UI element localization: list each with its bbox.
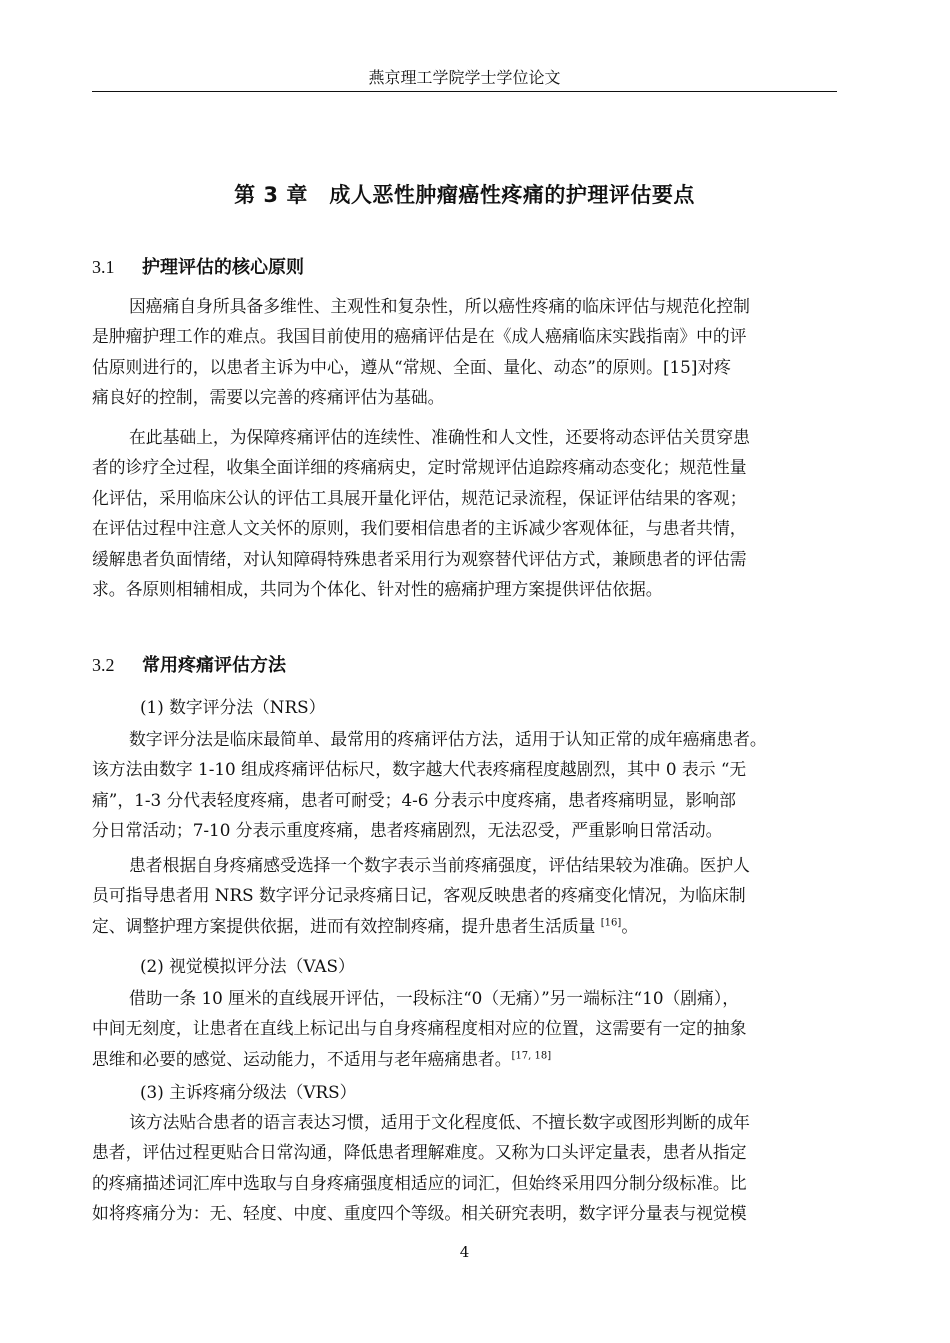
subheading-vrs: (3) 主诉疼痛分级法（VRS） <box>140 1082 357 1102</box>
text-line: 痛”，1-3 分代表轻度疼痛，患者可耐受；4-6 分表示中度疼痛，患者疼痛明显，影响部 <box>92 789 736 810</box>
text-line: 借助一条 10 厘米的直线展开评估，一段标注“0（无痛）”另一端标注“10（剧痛）， <box>129 988 740 1008</box>
text-line: 在评估过程中注意人文关怀的原则，我们要相信患者的主诉减少客观体征，与患者共情， <box>92 518 747 539</box>
paragraph-vas <box>92 983 837 1074</box>
text-line: 缓解患者负面情绪，对认知障碍特殊患者采用行为观察替代评估方式，兼顾患者的评估需 <box>92 548 747 569</box>
text-line: 如将疼痛分为：无、轻度、中度、重度四个等级。相关研究表明，数字评分量表与视觉模 <box>92 1203 747 1224</box>
text-line: 员可指导患者用 NRS 数字评分记录疼痛日记，客观反映患者的疼痛变化情况，为临床制 <box>92 885 746 906</box>
paragraph-core-principles-1 <box>92 291 837 413</box>
citation: [17, 18] <box>511 1050 552 1062</box>
text-line: 的疼痛描述词汇库中选取与自身疼痛强度相适应的词汇，但始终采用四分制分级标准。比 <box>92 1172 747 1193</box>
paragraph-core-principles-2 <box>92 422 837 604</box>
text-line: 患者，评估过程更贴合日常沟通，降低患者理解难度。又称为口头评定量表，患者从指定 <box>92 1142 747 1163</box>
section-title: 护理评估的核心原则 <box>142 257 304 278</box>
section-title: 常用疼痛评估方法 <box>142 655 286 676</box>
citation: [16] <box>600 917 622 929</box>
text-line <box>92 1044 837 1074</box>
text-line: 求。各原则相辅相成，共同为个体化、针对性的癌痛护理方案提供评估依据。 <box>92 578 663 599</box>
section-number: 3.2 <box>92 655 115 675</box>
paragraph-vrs <box>92 1107 837 1229</box>
section-number: 3.1 <box>92 257 115 277</box>
section-heading-3-2 <box>92 652 286 679</box>
text-line: 中间无刻度，让患者在直线上标记出与自身疼痛程度相对应的位置，这需要有一定的抽象 <box>92 1018 747 1039</box>
text-span: 思维和必要的感觉、运动能力，不适用与老年癌痛患者。 <box>92 1048 512 1069</box>
text-line: 者的诊疗全过程，收集全面详细的疼痛病史，定时常规评估追踪疼痛动态变化；规范性量 <box>92 457 747 478</box>
subheading-vas: (2) 视觉模拟评分法（VAS） <box>140 956 355 976</box>
text-line: 该方法贴合患者的语言表达习惯，适用于文化程度低、不擅长数字或图形判断的成年 <box>129 1112 750 1132</box>
text-line: 在此基础上，为保障疼痛评估的连续性、准确性和人文性，还要将动态评估关贯穿患 <box>129 427 750 447</box>
text-line: 化评估，采用临床公认的评估工具展开量化评估，规范记录流程，保证评估结果的客观； <box>92 487 747 508</box>
text-line: 痛良好的控制，需要以完善的疼痛评估为基础。 <box>92 387 445 408</box>
paragraph-nrs-1 <box>92 724 837 846</box>
subheading-nrs: (1) 数字评分法（NRS） <box>140 697 326 717</box>
text-span: 定、调整护理方案提供依据，进而有效控制疼痛，提升患者生活质量 <box>92 915 601 936</box>
chapter-title: 第 3 章 成人恶性肿瘤癌性疼痛的护理评估要点 <box>234 183 695 207</box>
text-line: 估原则进行的，以患者主诉为中心，遵从“常规、全面、量化、动态”的原则。[15]对疼 <box>92 356 731 377</box>
text-span: 。 <box>621 915 639 936</box>
section-heading-3-1 <box>92 254 304 281</box>
text-line: 该方法由数字 1-10 组成疼痛评估标尺，数字越大代表疼痛程度越剧烈，其中 0 表示 “无 <box>92 759 747 780</box>
page-number: 4 <box>459 1243 470 1261</box>
text-line: 因癌痛自身所具备多维性、主观性和复杂性，所以癌性疼痛的临床评估与规范化控制 <box>129 296 750 316</box>
text-line: 是肿瘤护理工作的难点。我国目前使用的癌痛评估是在《成人癌痛临床实践指南》中的评 <box>92 326 747 347</box>
running-header: 燕京理工学院学士学位论文 <box>368 68 561 87</box>
text-line <box>92 911 837 941</box>
text-line: 分日常活动；7-10 分表示重度疼痛，患者疼痛剧烈，无法忍受，严重影响日常活动。 <box>92 820 723 841</box>
text-line: 患者根据自身疼痛感受选择一个数字表示当前疼痛强度，评估结果较为准确。医护人 <box>129 855 750 875</box>
paragraph-nrs-2 <box>92 850 837 941</box>
header-rule <box>92 91 837 92</box>
text-line: 数字评分法是临床最简单、最常用的疼痛评估方法，适用于认知正常的成年癌痛患者。 <box>129 729 767 749</box>
